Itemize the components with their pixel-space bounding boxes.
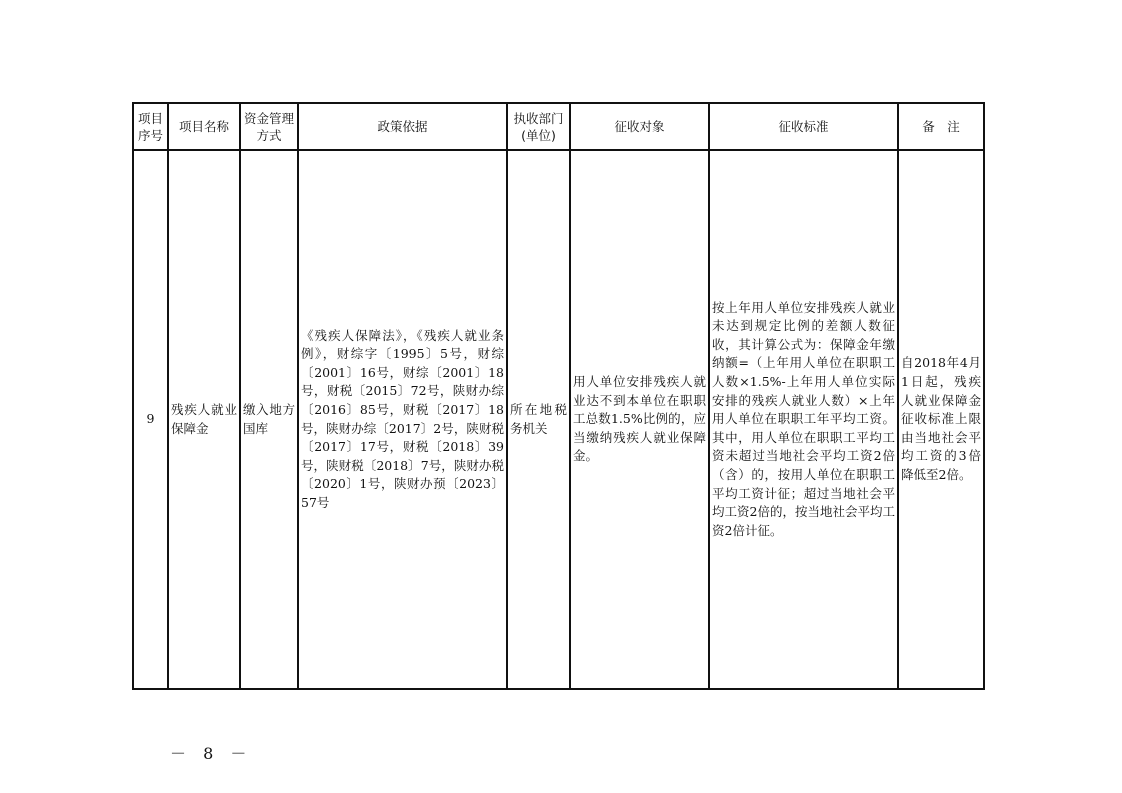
header-standard: 征收标准	[709, 103, 898, 150]
cell-seq: 9	[133, 150, 168, 689]
cell-policy: 《残疾人保障法》，《残疾人就业条例》，财综字〔1995〕5号，财综〔2001〕16号，财综〔2001〕18号，财税〔2015〕72号，陕财办综〔2016〕85号，财税〔2017〕18号，陕财办综〔2017〕2号，陕财税〔2017〕17号，财税〔2018〕39号，陕财税〔2018〕7号，陕财办税〔2020〕1号，陕财办预〔2023〕57号	[298, 150, 507, 689]
fee-table	[132, 102, 985, 690]
header-name: 项目名称	[168, 103, 240, 150]
header-remark: 备 注	[898, 103, 984, 150]
header-fund: 资金管理方式	[240, 103, 298, 150]
header-dept: 执收部门(单位)	[507, 103, 570, 150]
table-header-row	[133, 103, 984, 150]
header-seq: 项目序号	[133, 103, 168, 150]
cell-fund: 缴入地方国库	[240, 150, 298, 689]
cell-standard: 按上年用人单位安排残疾人就业未达到规定比例的差额人数征收，其计算公式为：保障金年缴纳额=（上年用人单位在职职工人数×1.5%-上年用人单位实际安排的残疾人就业人数）×上年用人单位在职职工年平均工资。其中，用人单位在职职工平均工资未超过当地社会平均工资2倍（含）的，按用人单位在职职工平均工资计征；超过当地社会平均工资2倍的，按当地社会平均工资2倍计征。	[709, 150, 898, 689]
page-number: － 8 －	[170, 744, 253, 763]
cell-name: 残疾人就业保障金	[168, 150, 240, 689]
cell-target: 用人单位安排残疾人就业达不到本单位在职职工总数1.5%比例的，应当缴纳残疾人就业保障金。	[570, 150, 709, 689]
cell-remark: 自2018年4月1日起，残疾人就业保障金征收标准上限由当地社会平均工资的3倍降低至2倍。	[898, 150, 984, 689]
table-row	[133, 150, 984, 689]
cell-dept: 所在地税务机关	[507, 150, 570, 689]
header-target: 征收对象	[570, 103, 709, 150]
header-policy: 政策依据	[298, 103, 507, 150]
